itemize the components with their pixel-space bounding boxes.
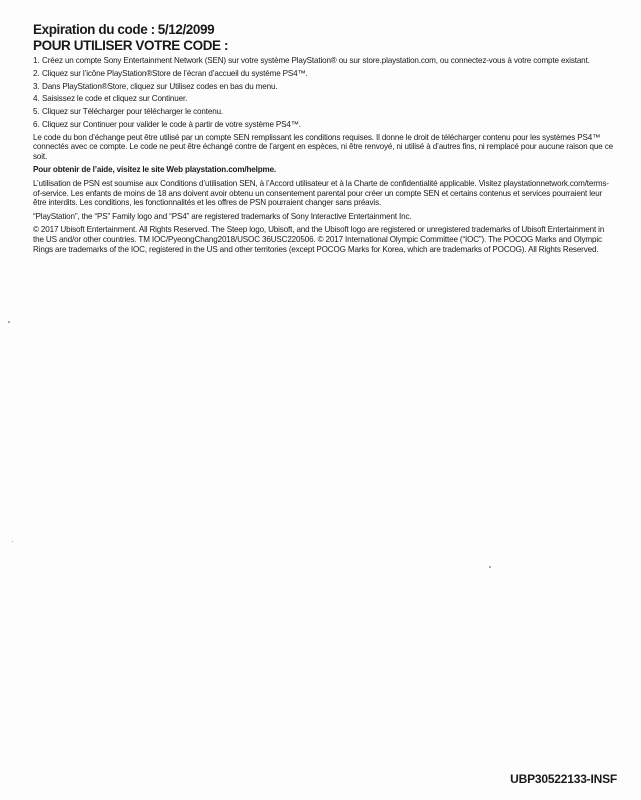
redeem-notice: Le code du bon d’échange peut être utilisé par un compte SEN remplissant les conditions requises. Il donne le droit de télécharger contenu pour les systèmes PS4™ connectés avec ce compte. Le code ne peut être échangé contre de l’argent en espèces, ni être renvoyé, ni utilisé à d’autres fins, ni remplacé pour aucune raison que ce soit. xyxy=(33,132,613,161)
step-item xyxy=(33,69,613,79)
step-item xyxy=(33,82,613,92)
step-text: Créez un compte Sony Entertainment Network (SEN) sur votre système PlayStation® ou sur store.playstation.com, ou connectez-vous à votre compte existant. xyxy=(42,56,590,65)
step-number: 6. xyxy=(33,119,40,129)
copyright-notice: © 2017 Ubisoft Entertainment. All Rights Reserved. The Steep logo, Ubisoft, and the Ubisoft logo are registered or unregistered trademarks of Ubisoft Entertainment in the US and/or other countries. TM IOC/PyeongChang2018/USOC 36USC220506. © 2017 International Olympic Committee (“IOC”). The POCOG Marks and Olympic Rings are trademarks of the IOC, registered in the US and other territories (except POCOG Marks for Korea, which are trademarks of POCOG). All Rights Reserved. xyxy=(33,225,605,254)
step-number: 5. xyxy=(33,107,40,117)
step-text: Dans PlayStation®Store, cliquez sur Utilisez codes en bas du menu. xyxy=(42,81,278,91)
expiry-line xyxy=(33,22,613,38)
step-text: Cliquez sur Continuer pour valider le code à partir de votre système PS4™. xyxy=(42,119,301,129)
step-text: Saisissez le code et cliquez sur Continuer. xyxy=(42,94,188,104)
product-code: UBP30522133-INSF xyxy=(510,772,617,786)
step-text: Cliquez sur Télécharger pour télécharger le contenu. xyxy=(42,107,224,117)
expiry-date: 5/12/2099 xyxy=(157,22,215,37)
step-number: 4. xyxy=(33,94,40,104)
sony-trademark-notice: “PlayStation”, the “PS” Family logo and “PS4” are registered trademarks of Sony Interactive Entertainment Inc. xyxy=(33,211,412,221)
expiry-label: Expiration du code : xyxy=(33,22,155,37)
help-line: Pour obtenir de l’aide, visitez le site Web playstation.com/helpme. xyxy=(33,165,277,175)
step-number: 2. xyxy=(33,68,40,78)
print-speck xyxy=(12,541,13,542)
step-item xyxy=(33,107,613,117)
print-speck xyxy=(8,321,10,323)
print-speck xyxy=(489,566,491,568)
step-number: 1. xyxy=(33,56,40,65)
step-item xyxy=(33,56,613,66)
step-item xyxy=(33,94,613,104)
main-text-block xyxy=(33,22,613,258)
instruction-steps xyxy=(33,56,613,130)
step-item xyxy=(33,120,613,130)
step-text: Cliquez sur l’icône PlayStation®Store de l’écran d’accueil du système PS4™. xyxy=(42,68,308,78)
step-number: 3. xyxy=(33,81,40,91)
psn-terms: L’utilisation de PSN est soumise aux Conditions d’utilisation SEN, à l’Accord utilisateur et à la Charte de confidentialité applicable. Visitez playstationnetwork.com/terms-of-service. Les enfants de moins de 18 ans doivent avoir obtenu un consentement parental pour créer un compte SEN et certains contenus et services pourraient leur être interdits. Les conditions, les fonctionnalités et les offres de PSN pourraient changer sans préavis. xyxy=(33,179,609,208)
instructions-heading: POUR UTILISER VOTRE CODE : xyxy=(33,38,229,53)
